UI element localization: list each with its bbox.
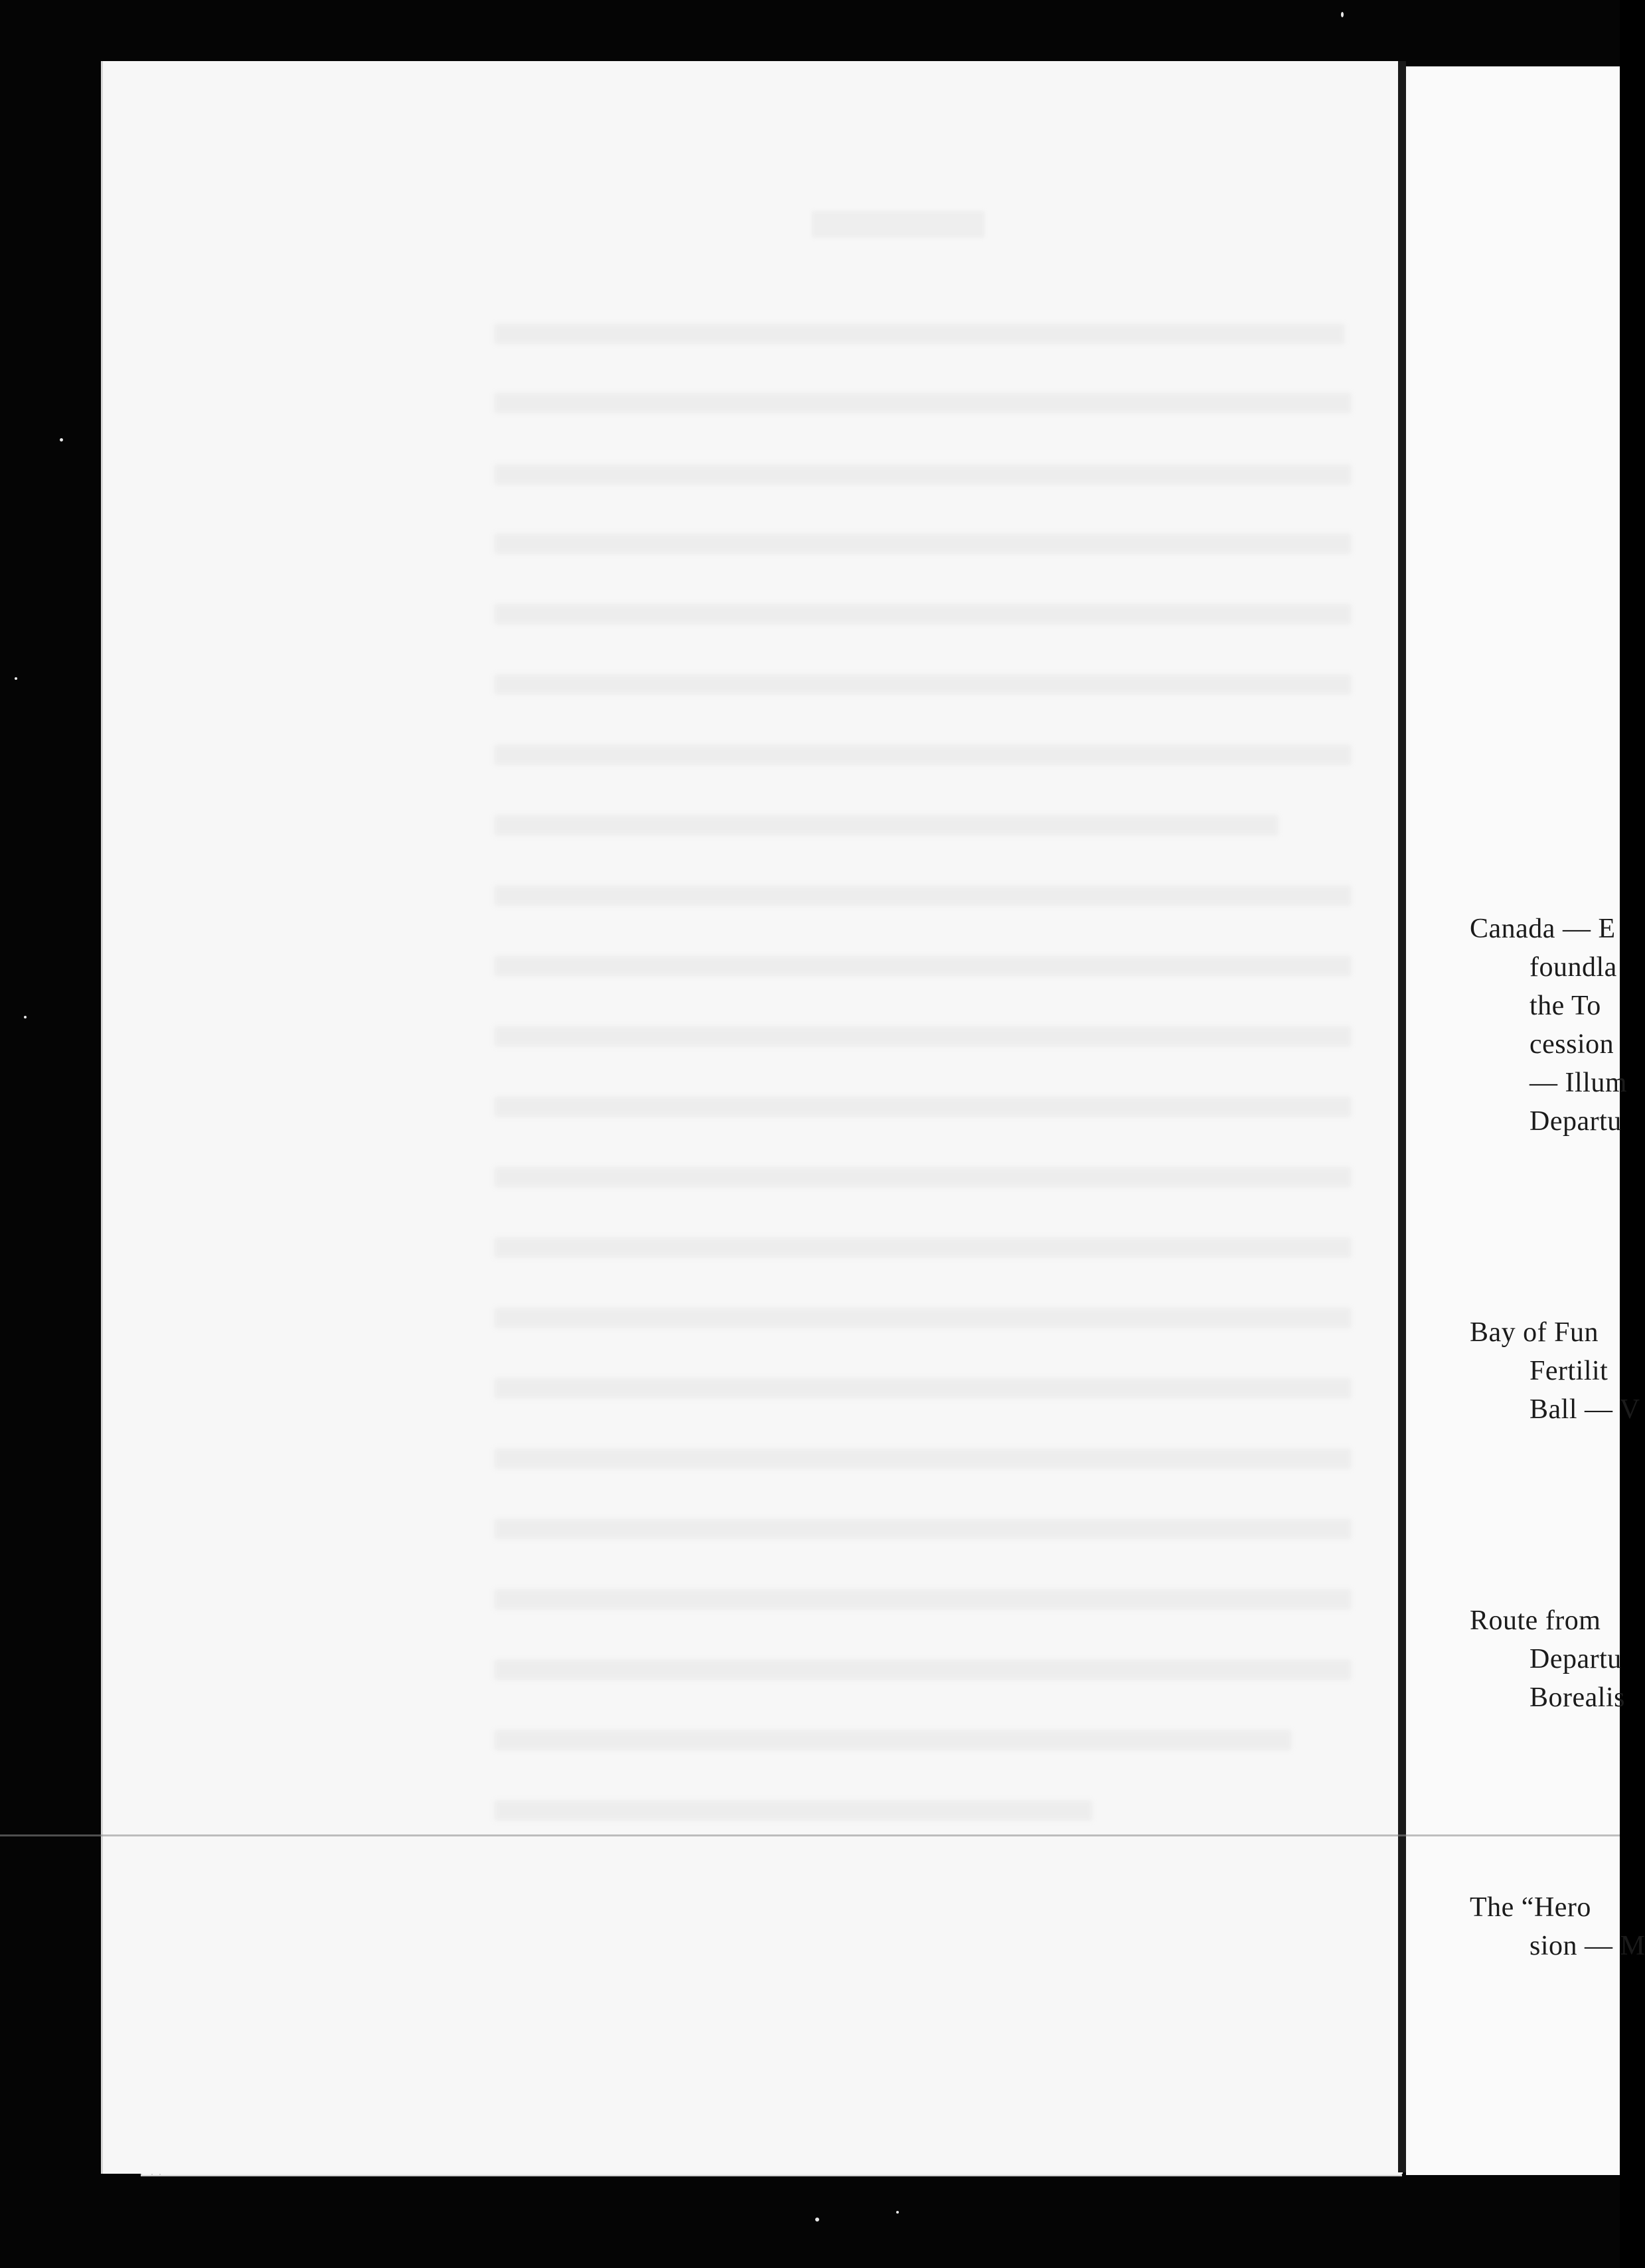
bleed-through-line: [495, 604, 1351, 624]
toc-entry-line: cession: [1529, 1029, 1614, 1060]
toc-entry-line: Fertilit: [1529, 1356, 1608, 1386]
book-gutter: [1398, 61, 1406, 2172]
toc-entry-line: Departu: [1529, 1106, 1622, 1137]
toc-entry-line: — Illum: [1529, 1068, 1627, 1098]
toc-entry-line: foundla: [1529, 952, 1617, 983]
bleed-through-line: [495, 1449, 1351, 1469]
right-page: [1406, 66, 1645, 2175]
bleed-through-line: [495, 465, 1351, 485]
bleed-through-line: [495, 534, 1351, 554]
toc-entry-line: Borealis: [1529, 1682, 1625, 1713]
scan-speck: [1341, 12, 1344, 17]
bleed-through-line: [495, 1730, 1291, 1750]
bleed-through-line: [495, 1308, 1351, 1328]
bleed-through-line: [495, 1660, 1351, 1680]
bleed-through-line: [495, 956, 1351, 976]
scan-speck: [815, 2218, 819, 2222]
toc-entry-line: sion — M: [1529, 1931, 1645, 1961]
scan-speck: [896, 2211, 899, 2214]
bleed-through-line: [495, 815, 1278, 835]
bleed-through-line: [495, 675, 1351, 694]
toc-entry-line: Departu: [1529, 1644, 1622, 1674]
toc-entry-line: The “Hero: [1470, 1892, 1591, 1923]
bleed-through-line: [495, 1519, 1351, 1539]
scan-speck: [60, 438, 63, 442]
bleed-through-line: [495, 1589, 1351, 1609]
toc-entry-line: the To: [1529, 991, 1601, 1021]
bleed-through-line: [495, 886, 1351, 906]
bleed-through-line: [495, 1238, 1351, 1257]
bleed-through-line: [495, 1097, 1351, 1117]
bleed-through-line: [495, 393, 1351, 413]
toc-entry-line: Ball — V: [1529, 1394, 1640, 1425]
scan-speck: [24, 1016, 27, 1018]
bleed-through-line: [495, 1801, 1092, 1821]
bleed-through-line: [495, 1378, 1351, 1398]
bleed-through-line: [495, 324, 1344, 344]
bleed-through-line: [495, 1026, 1351, 1046]
toc-entry-line: Canada — E: [1470, 914, 1616, 944]
scan-speck: [15, 677, 17, 680]
scan-artifact-line: [0, 1834, 1620, 1836]
bleed-through-heading: [812, 211, 984, 238]
bleed-through-line: [495, 745, 1351, 765]
left-page: [101, 61, 1403, 2174]
bleed-through-line: [495, 1167, 1351, 1187]
toc-entry-line: Bay of Fun: [1470, 1317, 1599, 1348]
toc-entry-line: Route from: [1470, 1605, 1601, 1636]
